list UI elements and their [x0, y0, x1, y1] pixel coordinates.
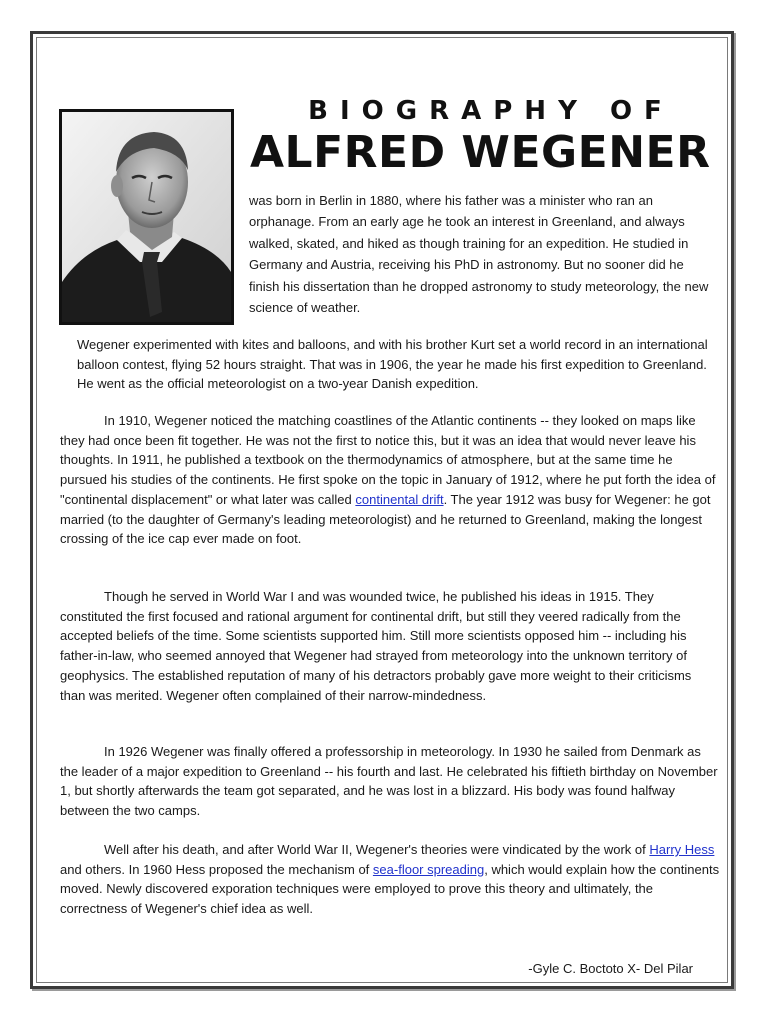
paragraph-text: and others. In 1960 Hess proposed the mechanism of	[60, 861, 373, 877]
paragraph-professorship: In 1926 Wegener was finally offered a professorship in meteorology. In 1930 he sailed from Denmark as the leader of a major expedition to Greenland -- his fourth and last. He celebrated his fiftieth birthday on November 1, but shortly afterwards the team got separated, and he was lost in a blizzard. His body was found halfway between the two camps.	[60, 744, 718, 819]
intro-paragraph: was born in Berlin in 1880, where his father was a minister who ran an orphanage. From an early age he took an interest in Greenland, and always walked, skated, and hiked as though training for an expedition. He studied in Germany and Austria, receiving his PhD in astronomy. But no sooner did he finish his dissertation than he dropped astronomy to study meteorology, the new science of weather.	[249, 193, 709, 316]
paragraph-text: Well after his death, and after World War II, Wegener's theories were vindicated by the work of	[104, 842, 650, 857]
paragraph-vindication	[60, 840, 720, 919]
author-signature: -Gyle C. Boctoto X- Del Pilar	[528, 961, 693, 976]
page-title: ALFRED WEGENER	[250, 127, 711, 178]
continental-drift-link[interactable]: continental drift	[355, 491, 444, 507]
paragraph-balloons: Wegener experimented with kites and balloons, and with his brother Kurt set a world record in an international balloon contest, flying 52 hours straight. That was in 1906, the year he made his first expedition to Greenland. He went as the official meteorologist on a two-year Danish expedition.	[77, 337, 708, 392]
sea-floor-spreading-link[interactable]: sea-floor spreading	[372, 861, 485, 877]
paragraph-world-war: Though he served in World War I and was wounded twice, he published his ideas in 1915. They constituted the first focused and rational argument for continental drift, but still they veered radically from the accepted beliefs of the time. Some scientists supported him. Still more scientists opposed him -- including his father-in-law, who seemed annoyed that Wegener had strayed from meteorology into the unknown territory of geophysics. The established reputation of many of his detractors probably gave more weight to their criticisms than was merited. Wegener often complained of their narrow-mindedness.	[60, 589, 692, 703]
header-kicker: BIOGRAPHY OF	[308, 96, 674, 126]
paragraph-text: , which would explain how the continents moved. Newly discovered exporation techniques were employed to prove this theory and ultimately, the correctness of Wegener's chief idea as well.	[60, 861, 720, 917]
paragraph-text: . The year 1912 was busy for Wegener: he got married (to the daughter of Germany's leading meteorologist) and he returned to Greenland, making the longest crossing of the ice cap ever made on foot.	[60, 491, 711, 547]
portrait-photo-icon	[59, 109, 234, 325]
paragraph-continental-displacement	[60, 411, 720, 549]
harry-hess-link[interactable]: Harry Hess	[649, 842, 715, 857]
paragraph-text: In 1910, Wegener noticed the matching coastlines of the Atlantic continents -- they looked on maps like they had once been fit together. He was not the first to notice this, but it was an idea that would never leave his thoughts. In 1911, he published a textbook on the thermodynamics of atmosphere, but at the same time he pursued his studies of the continents. He first spoke on the topic in January of 1912, where he put forth the idea of "continental displacement" or what later was called	[60, 413, 716, 507]
